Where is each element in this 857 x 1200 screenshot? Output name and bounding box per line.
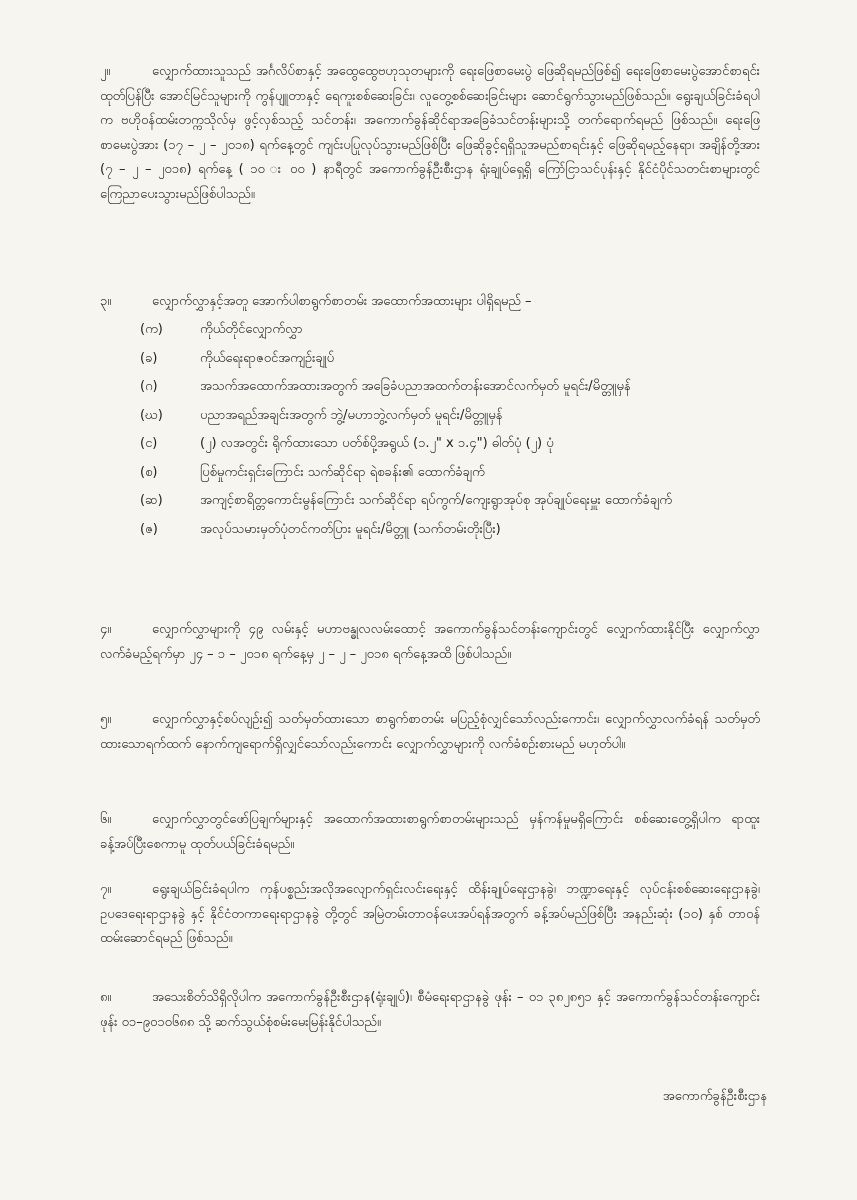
- paragraph-number: ၇။: [100, 882, 112, 897]
- list-text: အကျင့်စာရိတ္တကောင်းမွန်ကြောင်း သက်ဆိုင်ရာ ရပ်ကွက်/ကျေးရွာအုပ်စု အုပ်ချုပ်ရေးမှူး ထောက်ခံချက်: [200, 493, 672, 508]
- paragraph-5: [100, 708, 760, 757]
- list-item: [140, 461, 760, 486]
- list-marker: (င): [140, 436, 158, 451]
- list-marker: (ဂ): [140, 379, 158, 394]
- required-documents-list: [140, 318, 760, 546]
- list-marker: (ဇ): [140, 521, 158, 537]
- list-item: [140, 518, 760, 543]
- list-marker: (ဆ): [140, 493, 163, 508]
- paragraph-6: [100, 808, 760, 857]
- paragraph-number: ၄။: [100, 622, 112, 637]
- paragraph-8: [100, 986, 760, 1035]
- issuing-department-signature: အကောက်ခွန်ဦးစီးဌာန: [662, 1089, 767, 1104]
- paragraph-4: [100, 618, 760, 667]
- list-text: အသက်အထောက်အထားအတွက် အခြေခံပညာအထက်တန်းအောင်လက်မှတ် မူရင်း/မိတ္တူမှန်: [200, 379, 631, 394]
- paragraph-number: ၃။: [100, 294, 112, 309]
- list-marker: (က): [140, 322, 163, 337]
- list-marker: (ခ): [140, 350, 158, 366]
- list-item: [140, 404, 760, 429]
- paragraph-text: လျှောက်ထားသူသည် အင်္ဂလိပ်စာနှင့် အထွေထွေဗဟုသုတများကို ရေးဖြေစာမေးပွဲ ဖြေဆိုရမည်ဖြစ်၍ ရေးဖြေစာမေးပွဲအောင်စာရင်း ထုတ်ပြန်ပြီး အောင်မြင်သူများကို ကွန်ပျူတာနှင့် ရေကူးစစ်ဆေးခြင်း၊ လူတွေ့စစ်ဆေးခြင်းများ ဆောင်ရွက်သွားမည်ဖြစ်သည်။ ရွေးချယ်ခြင်းခံရပါက ဗဟိုဝန်ထမ်းတက္ကသိုလ်မှ ဖွင့်လှစ်သည့် သင်တန်း၊ အကောက်ခွန်ဆိုင်ရာအခြေခံသင်တန်းများသို့ တက်ရောက်ရမည် ဖြစ်သည်။ ရေးဖြေစာမေးပွဲအား (၁၇ – ၂ – ၂၀၁၈) ရက်နေ့တွင် ကျင်းပပြုလုပ်သွားမည်ဖြစ်ပြီး ဖြေဆိုခွင့်ရရှိသူအမည်စာရင်းနှင့် ဖြေဆိုရမည့်နေရာ၊ အချိန်တို့အား (၇ – ၂ – ၂၀၁၈) ရက်နေ့ ( ၁၀ း ၀၀ ) နာရီတွင် အကောက်ခွန်ဦးစီးဌာန ရုံးချုပ်ရှေ့ရှိ ကြော်ငြာသင်ပုန်းနှင့် နိုင်ငံပိုင်သတင်းစာများတွင် ကြေညာပေးသွားမည်ဖြစ်ပါသည်။: [100, 64, 760, 202]
- list-item: [140, 318, 760, 343]
- list-text: ပညာအရည်အချင်းအတွက် ဘွဲ့/မဟာဘွဲ့လက်မှတ် မူရင်း/မိတ္တူမှန်: [200, 407, 503, 423]
- paragraph-text: လျှောက်လွှာများကို ၄၉ လမ်းနှင့် မဟာဗန္ဓုလလမ်းထောင့် အကောက်ခွန်သင်တန်းကျောင်းတွင် လျှောက်ထားနိုင်ပြီး လျှောက်လွှာလက်ခံမည့်ရက်မှာ ၂၄ – ၁ – ၂၀၁၈ ရက်နေ့မှ ၂ – ၂ – ၂၀၁၈ ရက်နေ့အထိ ဖြစ်ပါသည်။: [100, 622, 760, 662]
- paragraph-2: [100, 60, 760, 207]
- paragraph-text: ရွေးချယ်ခြင်းခံရပါက ကုန်ပစ္စည်းအလိုအလျောက်ရှင်းလင်းရေးနှင့် ထိန်းချုပ်ရေးဌာနခွဲ၊ ဘဏ္ဍာရေးနှင့် လုပ်ငန်းစစ်ဆေးရေးဌာနခွဲ၊ ဥပဒေရေးရာဌာနခွဲ နှင့် နိုင်ငံတကာရေးရာဌာနခွဲ တို့တွင် အမြဲတမ်းတာဝန်ပေးအပ်ရန်အတွက် ခန့်အပ်မည်ဖြစ်ပြီး အနည်းဆုံး (၁၀) နှစ် တာဝန်ထမ်းဆောင်ရမည် ဖြစ်သည်။: [100, 882, 760, 946]
- list-text: ကိုယ်တိုင်လျှောက်လွှာ: [200, 322, 303, 337]
- list-text: ကိုယ်ရေးရာဇဝင်အကျဉ်းချုပ်: [200, 350, 335, 366]
- paragraph-number: ၂။: [100, 64, 111, 79]
- paragraph-text: လျှောက်လွှာနှင့်အတူ အောက်ပါစာရွက်စာတမ်း အထောက်အထားများ ပါရှိရမည် –: [152, 294, 532, 309]
- paragraph-text: လျှောက်လွှာတွင်ဖော်ပြချက်များနှင့် အထောက်အထားစာရွက်စာတမ်းများသည် မှန်ကန်မှုမရှိကြောင်း စစ်ဆေးတွေ့ရှိပါက ရာထူးခန့်အပ်ပြီးစေကာမူ ထုတ်ပယ်ခြင်းခံရမည်။: [100, 812, 760, 852]
- list-text: (၂) လအတွင်း ရိုက်ထားသော ပတ်စ်ပို့အရွယ် (၁.၂" x ၁.၄") ဓါတ်ပုံ (၂) ပုံ: [200, 436, 554, 451]
- list-item: [140, 375, 760, 400]
- paragraph-number: ၅။: [100, 712, 112, 727]
- list-item: [140, 347, 760, 372]
- list-marker: (စ): [140, 464, 158, 480]
- list-item: [140, 432, 760, 457]
- paragraph-number: ၈။: [100, 990, 112, 1005]
- paragraph-text: အသေးစိတ်သိရှိလိုပါက အကောက်ခွန်ဦးစီးဌာန(ရုံးချုပ်)၊ စီမံရေးရာဌာနခွဲ ဖုန်း – ၀၁ ၃၈၂၈၅၁ နှင့် အကောက်ခွန်သင်တန်းကျောင်း ဖုန်း ၀၁–၉၀၁၀၆၈၈ သို့ ဆက်သွယ်စုံစမ်းမေးမြန်းနိုင်ပါသည်။: [100, 990, 760, 1030]
- list-text: ပြစ်မှုကင်းရှင်းကြောင်း သက်ဆိုင်ရာ ရဲစခန်း၏ ထောက်ခံချက်: [200, 464, 485, 480]
- list-marker: (ဃ): [140, 407, 163, 423]
- paragraph-3: [100, 290, 760, 315]
- list-item: [140, 489, 760, 514]
- paragraph-7: [100, 878, 760, 952]
- list-text: အလုပ်သမားမှတ်ပုံတင်ကတ်ပြား မူရင်း/မိတ္တူ (သက်တမ်းတိုးပြီး): [200, 521, 501, 537]
- paragraph-text: လျှောက်လွှာနှင့်စပ်လျဉ်း၍ သတ်မှတ်ထားသော စာရွက်စာတမ်း မပြည့်စုံလျှင်သော်လည်းကောင်း၊ လျှောက်လွှာလက်ခံရန် သတ်မှတ်ထားသောရက်ထက် နောက်ကျရောက်ရှိလျှင်သော်လည်းကောင်း လျှောက်လွှာများကို လက်ခံစဉ်းစားမည် မဟုတ်ပါ။: [100, 712, 760, 752]
- paragraph-number: ၆။: [100, 812, 112, 827]
